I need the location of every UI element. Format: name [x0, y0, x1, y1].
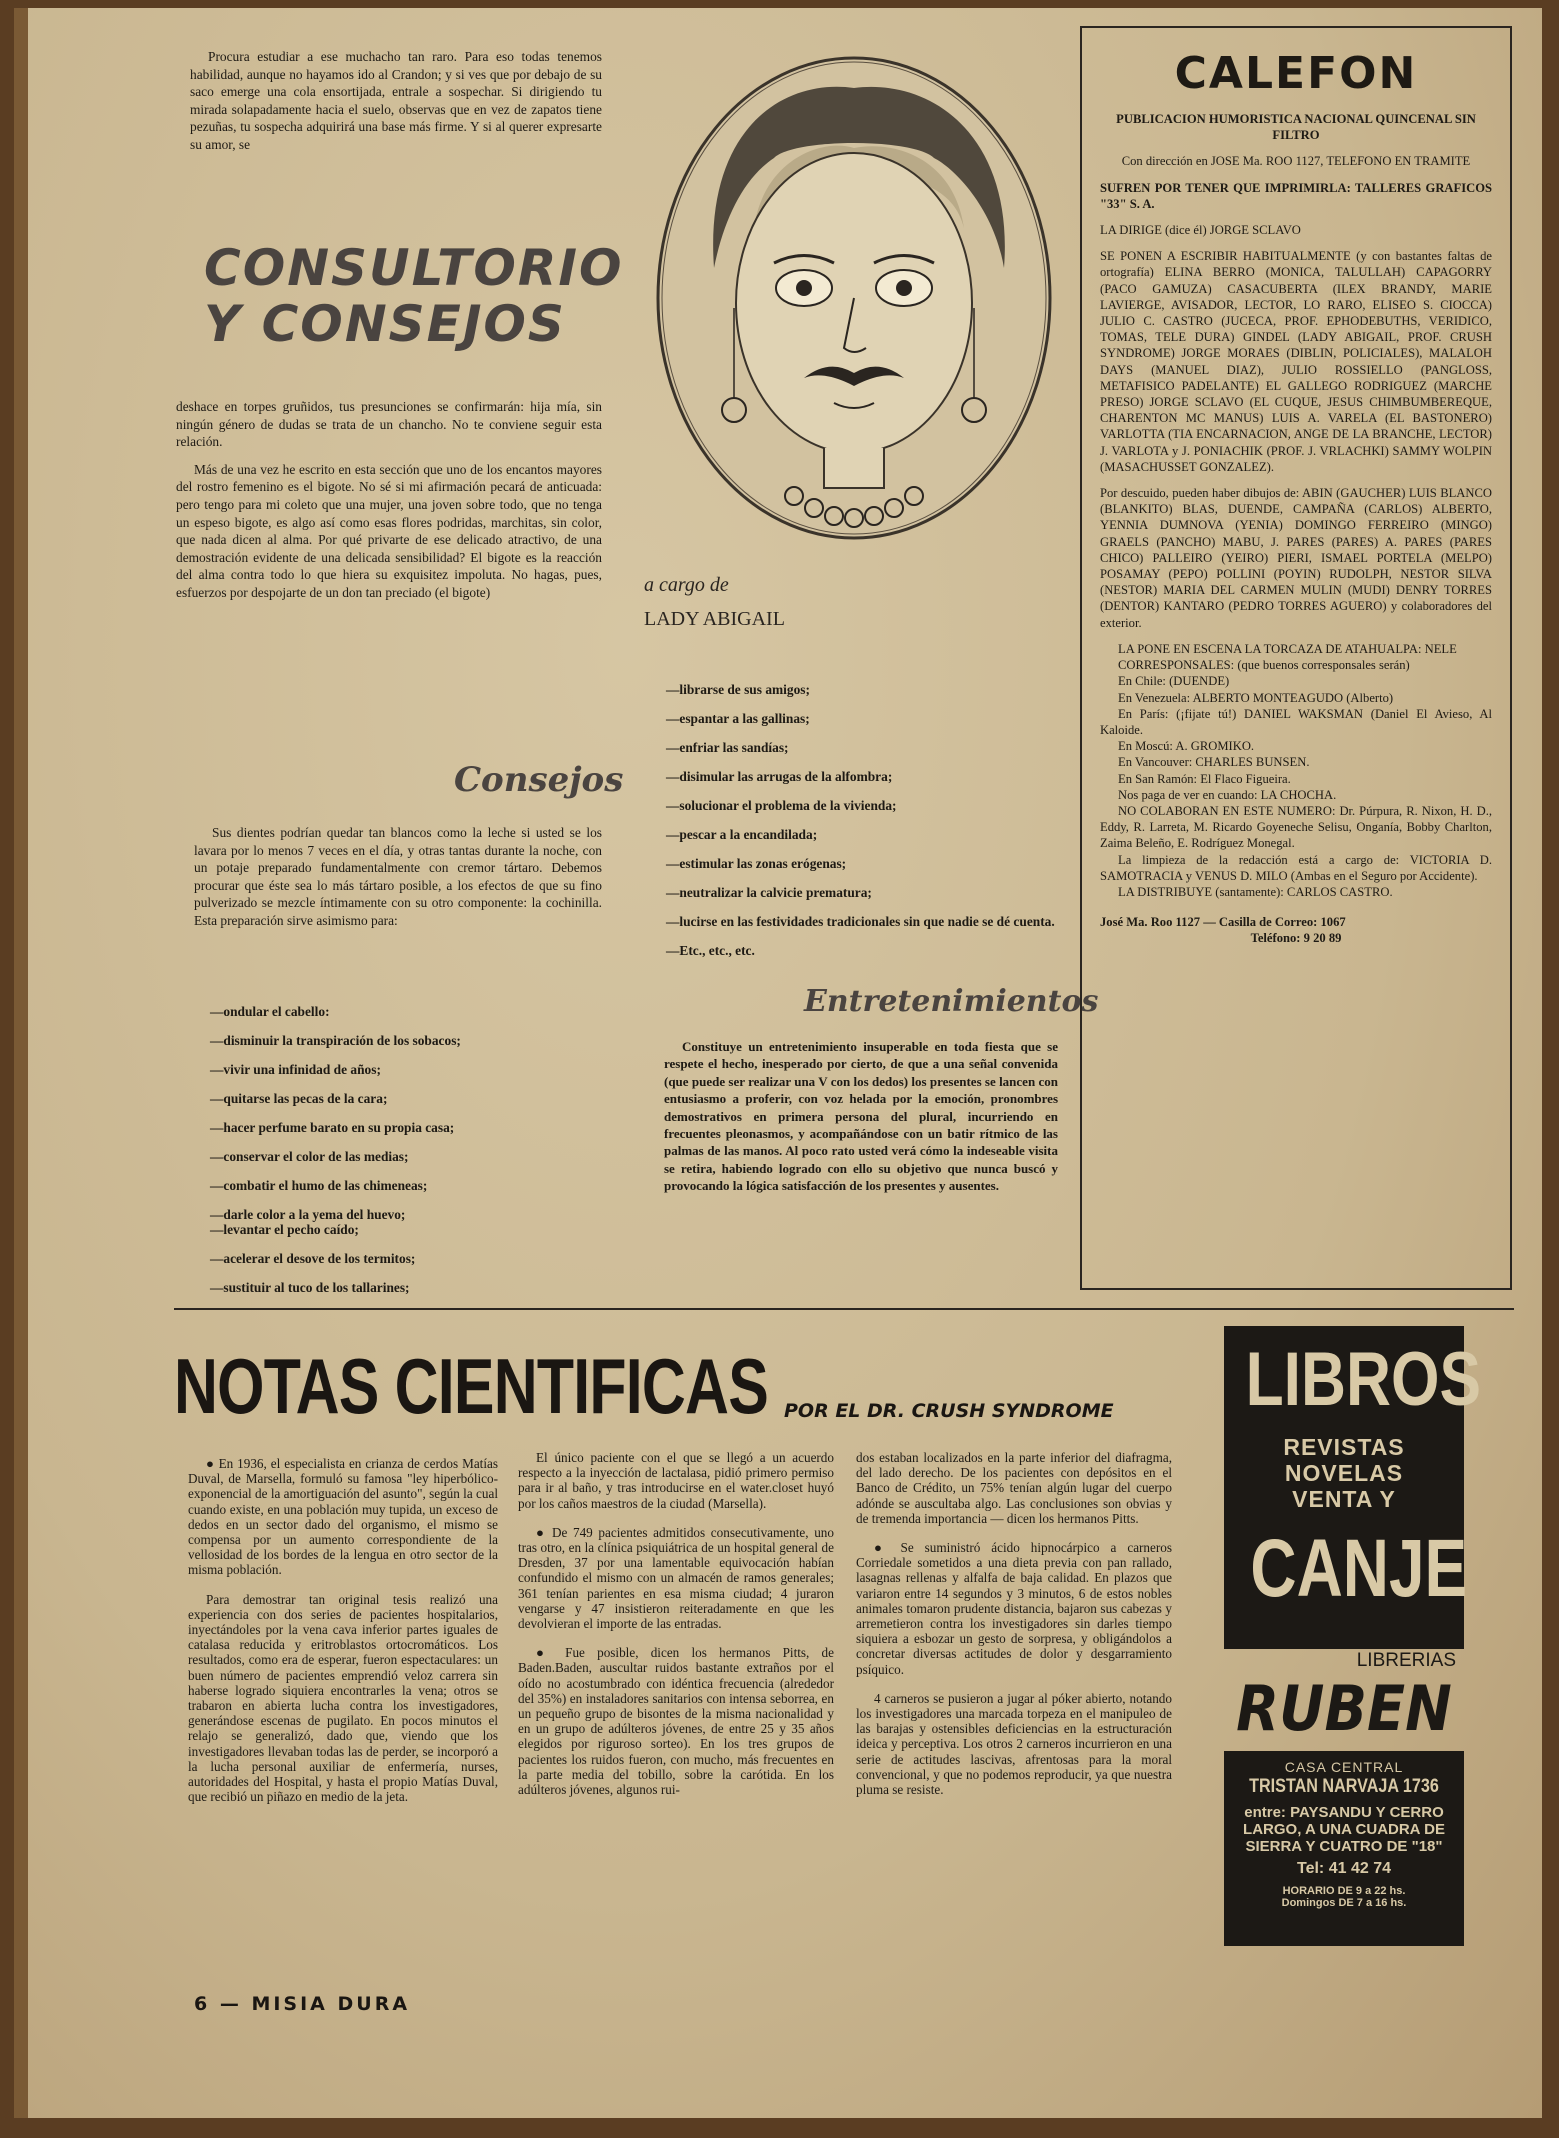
ad-casa-central: CASA CENTRAL: [1284, 1759, 1404, 1775]
bullet-icon: ●: [536, 1645, 566, 1661]
notas-col3-para2: ● Se suministró ácido hipnocárpico a carneros Corriedale sometidos a una dieta previa con pan rallado, lasagnas rellenas y alfalfa de baja calidad. En plazos que variaron entre 14 segundos y 3 minutos, 6 de estos nobles animales tomaron prudente distancia, bajaron sus cabezas y arremetieron contra los investigadores sin darles tiempo siquiera a esbozar un gesto de sorpresa, y obligándolos a concretar diversas actitudes de dolor y desgarramiento psíquico.: [856, 1540, 1173, 1677]
list-item: —conservar el color de las medias;: [210, 1149, 409, 1164]
consejos-list-right: [666, 682, 1066, 972]
ad-ruben-logo: RUBEN: [1236, 1672, 1452, 1745]
list-item: —hacer perfume barato en su propia casa;: [210, 1120, 455, 1135]
list-item: —acelerar el desove de los termitos;: [210, 1251, 416, 1266]
calefon-dibujos: Por descuido, pueden haber dibujos de: ABIN (GAUCHER) LUIS BLANCO (BLANKITO) BLAS, DUENDE, CAMPAÑA (CARLOS) ALBERTO, YENNIA DUMNOVA (YENIA) DOMINGO FERREIRO (MINGO) GRAELS (PANCHO) MABU, J. PARES (PARES) A. PARES (PARES CHICO) PALLEIRO (YEIRO) PIERI, ISMAEL PORTELA (MELPO) POSAMAY (PEPO) POLLINI (POYIN) RUDOLPH, NESTOR SILVA (NESTOR) MARIA DEL CARMEN MULIN (MUDI) DENRY TORRES (DENTOR) KANTARO (PEDRO TORRES AGUERO) y colaboradores del exterior.: [1100, 486, 1492, 630]
calefon-escena: LA PONE EN ESCENA LA TORCAZA DE ATAHUALPA: NELE: [1118, 641, 1457, 656]
consejos-list-left: [210, 1004, 590, 1309]
calefon-chile: En Chile: (DUENDE): [1118, 674, 1230, 689]
caption-lady-abigail: LADY ABIGAIL: [644, 608, 785, 630]
list-item: —enfriar las sandías;: [666, 740, 789, 755]
notas-col3-para3: 4 carneros se pusieron a jugar al póker abierto, notando los investigadores una marcada torpeza en el manipuleo de las barajas y ostensibles deficiencias en la estructuración ideica y perceptiva. Los otros 2 carneros incurrieron en una serie de actitudes lascivas, afrentosas para la moral convencional, y que no podemos reproducir, ya que nuestra pluma se resiste.: [856, 1690, 1172, 1798]
lady-abigail-caption: [644, 568, 785, 636]
list-item: —espantar a las gallinas;: [666, 711, 810, 726]
ad-novelas: NOVELAS: [1284, 1460, 1404, 1486]
notas-column-3: [856, 1450, 1172, 1811]
list-item: —librarse de sus amigos;: [666, 682, 810, 697]
notas-cientificas-title: NOTAS CIENTIFICAS: [174, 1342, 769, 1430]
calefon-vancouver: En Vancouver: CHARLES BUNSEN.: [1118, 755, 1310, 770]
consultorio-title-line1: CONSULTORIO: [204, 239, 624, 297]
notas-col2-para1: El único paciente con el que se llegó a un acuerdo respecto a la inyección de lactalasa, pidió primero permiso para ir al baño, y tras introducirse en el water.closet huyó por los caños maestros de la ciudad (Marsella).: [518, 1450, 834, 1511]
newspaper-page: [14, 8, 1542, 2118]
ad-entre: entre: PAYSANDU Y CERRO LARGO, A UNA CUADRA DE SIERRA Y CUATRO DE "18": [1243, 1804, 1445, 1855]
consejos-body: [194, 824, 602, 940]
calefon-dirige: LA DIRIGE (dice él) JORGE SCLAVO: [1100, 223, 1301, 238]
ad-horario: HORARIO DE 9 a 22 hs.: [1282, 1885, 1406, 1897]
consultorio-title-line2: Y CONSEJOS: [204, 295, 566, 353]
ad-subtitle: [1224, 1434, 1464, 1512]
calefon-distribuye: LA DISTRIBUYE (santamente): CARLOS CASTRO.: [1118, 884, 1393, 899]
consultorio-para1: deshace en torpes gruñidos, tus presunciones se confirmarán: hija mía, sin ningún género de dudas se trata de un chancho. No te conviene seguir esta relación.: [176, 399, 602, 450]
calefon-subtitle: PUBLICACION HUMORISTICA NACIONAL QUINCENAL SIN FILTRO: [1116, 112, 1476, 143]
list-item: —combatir el humo de las chimeneas;: [210, 1178, 428, 1193]
ad-address: TRISTAN NARVAJA 1736: [1249, 1776, 1439, 1797]
section-divider: [174, 1308, 1514, 1310]
entretenimientos-heading: Entretenimientos: [804, 984, 1099, 1019]
entretenimientos-body: [664, 1038, 1058, 1205]
libros-ruben-ad: [1224, 1326, 1482, 1946]
notas-col3-para1: dos estaban localizados en la parte inferior del diafragma, del lado derecho. De los pacientes con depósitos en el Banco de Crédito, un 75% tenían algún lugar del cuerpo adónde se auscultaba algo. Las conclusiones son obvias y de tremenda importancia — dicen los hermanos Pitts.: [856, 1450, 1172, 1526]
consejos-para: Sus dientes podrían quedar tan blancos como la leche si usted se los lavara por lo menos 7 veces en el día, y otras tantas durante la noche, con un potaje preparado fundamentalmente con cremor tártaro. Debemos procurar que éste sea lo más tártaro posible, a los efectos de que su fino pulverizado se mezcle íntimamente con su otro componente: la cochinilla. Esta preparación sirve asimismo para:: [194, 825, 602, 928]
list-item: —disimular las arrugas de la alfombra;: [666, 769, 893, 784]
calefon-footer-line1: José Ma. Roo 1127 — Casilla de Correo: 1067: [1100, 915, 1346, 930]
calefon-paris: En París: (¡fijate tú!) DANIEL WAKSMAN (Daniel El Avieso, Al Kaloide.: [1100, 706, 1492, 737]
notas-col2-para3: ● Fue posible, dicen los hermanos Pitts, de Baden.Baden, auscultar ruidos bastante extraños por el oído no acostumbrado con idéntica frecuencia (alrededor del 35%) en instaladores sanitarios con intensa seborrea, en un pequeño grupo de bisontes de la misma nacionalidad y en un grupo de adúlteros jóvenes, de entre 25 y 35 años elegidos por riguroso sorteo). En los tres grupos de pacientes los ruidos fueron, con mucho, más frecuentes en la parte media del tobillo, sobre la carótida. En los adúlteros jóvenes, algunos rui-: [518, 1645, 835, 1798]
list-item: —ondular el cabello:: [210, 1004, 330, 1019]
ad-revistas: REVISTAS: [1283, 1434, 1405, 1460]
list-item: —estimular las zonas erógenas;: [666, 856, 847, 871]
consultorio-title: [204, 239, 624, 353]
notas-column-1: [188, 1456, 498, 1818]
ad-canje: CANJE: [1250, 1523, 1468, 1614]
calefon-paga: Nos paga de ver en cuando: LA CHOCHA.: [1118, 787, 1337, 802]
notas-column-2: [518, 1450, 834, 1811]
list-item: —disminuir la transpiración de los sobacos;: [210, 1033, 461, 1048]
list-item: —pescar a la encandilada;: [666, 827, 818, 842]
ad-top-panel: [1224, 1326, 1482, 1649]
notas-byline: POR EL DR. CRUSH SYNDROME: [784, 1400, 1114, 1422]
calefon-text: [1100, 111, 1492, 947]
consultorio-para2: Más de una vez he escrito en esta sección que uno de los encantos mayores del rostro femenino es el bigote. No sé si mi afirmación pecará de anticuada: pero tengo para mi coleto que una mujer, una joven sobre todo, que no tenga un espeso bigote, es algo así como esas flores podridas, marchitas, sin color, que nada dicen al alma. Por qué privarte de ese delicado atractivo, de una demostración evidente de una delicada sensibilidad? El bigote es la reacción del alma contra todo lo que hiera su exquisitez impoluta. No hagas, pues, esfuerzos por despojarte de un don tan preciado (el bigote): [176, 461, 602, 600]
ad-tel: Tel: 41 42 74: [1297, 1860, 1391, 1877]
caption-a-cargo-de: a cargo de: [644, 574, 729, 596]
calefon-no-colaboran: NO COLABORAN EN ESTE NUMERO: Dr. Púrpura, R. Nixon, H. D., Eddy, R. Larreta, M. Ricardo Goyeneche Selisu, Onganía, Bobby Charlton, Zaima Beleño, E. Rodríguez Monegal.: [1100, 803, 1492, 851]
calefon-title: CALEFON: [1174, 48, 1418, 99]
ad-librerias: LIBRERIAS: [1356, 1650, 1456, 1671]
bullet-icon: ●: [206, 1456, 219, 1471]
lady-abigail-portrait: [634, 48, 1074, 558]
consejos-heading: Consejos: [454, 760, 624, 800]
consultorio-intro-text: Procura estudiar a ese muchacho tan raro. Para eso todas tenemos habilidad, aunque no hayamos ido al Crandon; y si ves que por debajo de su saco emerge una cola ensortijada, entrale a sospechar. Si dirigiendo tu mirada solapadamente hacia el suelo, observas que en vez de zapatos tiene pezuñas, tu sospecha adquirirá una base más firme. Y si al querer expresarte su amor, se: [190, 49, 602, 152]
calefon-direccion: Con dirección en JOSE Ma. ROO 1127, TELEFONO EN TRAMITE: [1121, 154, 1471, 169]
page-footer: 6 — MISIA DURA: [194, 1993, 411, 2015]
calefon-corresponsales: CORRESPONSALES: (que buenos corresponsales serán): [1118, 658, 1410, 673]
ad-libros: LIBROS: [1245, 1337, 1482, 1422]
page-binding-edge: [14, 8, 28, 2118]
ad-bottom-panel: [1224, 1751, 1464, 1946]
list-item: —quitarse las pecas de la cara;: [210, 1091, 388, 1106]
list-item: —vivir una infinidad de años;: [210, 1062, 381, 1077]
bullet-icon: ●: [536, 1524, 552, 1540]
consultorio-intro: [190, 48, 602, 164]
calefon-moscu: En Moscú: A. GROMIKO.: [1118, 739, 1255, 754]
ad-venta: VENTA Y: [1292, 1486, 1396, 1512]
notas-col1-para1: ● En 1936, el especialista en crianza de cerdos Matías Duval, de Marsella, formuló su famosa "ley hiperbólico-exponencial de la amortiguación del asunto", según la cual cuando existe, en una población muy tupida, un exceso de dedos en un sector dado del organismo, el mismo se compensa por un aumento correspondiente de la vellosidad de los bordes de la lengua en otro sector de la misma población.: [188, 1456, 498, 1578]
notas-col1-para2: Para demostrar tan original tesis realizó una experiencia con dos series de pacientes hospitalarios, inyectándoles por la vena cava inferior partes iguales de catalasa reducida y eritroblastos ortocromáticos. Los resultados, como era de esperar, fueron espectaculares: un buen número de pacientes emprendió veloz carrera sin haberse logrado siquiera encontrarles la vena; otros se trabaron en abierta lucha contra los investigadores, generándose escenas de pugilato. En pocos minutos el relajo se generalizó, dado que, viendo que los investigadores llevaban todas las de perder, se incorporó a la lucha personal auxiliar de enfermería, nurses, autoridades del Hospital, y hasta el propio Matías Duval, que recibió un piñazo en medio de la jeta.: [188, 1591, 498, 1805]
calefon-venezuela: En Venezuela: ALBERTO MONTEAGUDO (Alberto): [1118, 690, 1394, 705]
calefon-limpieza: La limpieza de la redacción está a cargo de: VICTORIA D. SAMOTRACIA y VENUS D. MILO (Ambas en el Seguro por Accidente).: [1100, 852, 1492, 883]
list-item: —lucirse en las festividades tradicionales sin que nadie se dé cuenta.: [666, 914, 1055, 929]
list-item: —solucionar el problema de la vivienda;: [666, 798, 897, 813]
list-item: —sustituir al tuco de los tallarines;: [210, 1280, 410, 1295]
consultorio-body: [176, 398, 602, 612]
calefon-masthead-box: [1080, 26, 1512, 1290]
calefon-san-ramon: En San Ramón: El Flaco Figueira.: [1118, 771, 1291, 786]
calefon-imprimen: SUFREN POR TENER QUE IMPRIMIRLA: TALLERES GRAFICOS "33" S. A.: [1100, 180, 1492, 211]
bullet-icon: ●: [874, 1540, 901, 1556]
ad-domingos: Domingos DE 7 a 16 hs.: [1281, 1897, 1407, 1909]
list-item: —Etc., etc., etc.: [666, 943, 755, 958]
list-item: —darle color a la yema del huevo; —levantar el pecho caído;: [210, 1207, 406, 1237]
calefon-escriben: SE PONEN A ESCRIBIR HABITUALMENTE (y con bastantes faltas de ortografía) ELINA BERRO (MONICA, TALULLAH) CAPAGORRY (PACO GAMUZA) CASACUBERTA (ILEX BRANDY, MARIE LAVIERGE, AVISADOR, LECTOR, LO RARO, ELISEO S. CIOCCA) JULIO C. CASTRO (JUCECA, PROF. EPHODEBUTHS, VERIDICO, TOMAS, TELE DURA) GINDEL (LADY ABIGAIL, PROF. CRUSH SYNDROME) JORGE MORAES (DIBLIN, POLICIALES), MALALOH DAYS (MANUEL DIAZ), JULIO ROSSIELLO (PANGLOSS, METAFISICO PADELANTE) EL GALLEGO RODRIGUEZ (MARCHE PRESO) JORGE SCLAVO (EL CUQUE, JESUS CHIMBUMBEREQUE, CHARENTON MC MANUS) LUIS A. VARELA (EL BASTONERO) VARLOTTA (TIA ENCARNACION, ANGE DE LA BRANCHE, LECTOR) J. VARLOTA y J. PONIACHIK (PROF. J. VRLACHKI) SAMMY WOLPIN (MASACHUSSET GONZALEZ).: [1100, 249, 1492, 474]
calefon-footer-line2: Teléfono: 9 20 89: [1250, 931, 1342, 946]
list-item: —neutralizar la calvicie prematura;: [666, 885, 872, 900]
notas-col2-para2: ● De 749 pacientes admitidos consecutivamente, uno tras otro, en la clínica psiquiátrica de un hospital general de Dresden, 37 por una lamentable equivocación habían confundido el mismo con un almacén de ramos generales; 361 tenían parientes en esa misma ciudad; 4 juraron vengarse y 47 insistieron reiteradamente en que les devolvieran el importe de las entradas.: [518, 1524, 834, 1632]
entretenimientos-para: Constituye un entretenimiento insuperable en toda fiesta que se respete el hecho, inesperado por cierto, de que a una señal convenida (que puede ser realizar una V con los dedos) los presentes se lancen con entusiasmo a proferir, con voz helada por la emoción, pronombres demostrativos en primera persona del plural, incurriendo en frecuentes pleonasmos, y acompañándose con un batir rítmico de las palmas de las manos. Al poco rato usted verá cómo la indeseable visita se retira, habiendo logrado con ello su objetivo que nunca buscó y provocando la lógica satisfacción de los presentes y ausentes.: [664, 1039, 1058, 1194]
